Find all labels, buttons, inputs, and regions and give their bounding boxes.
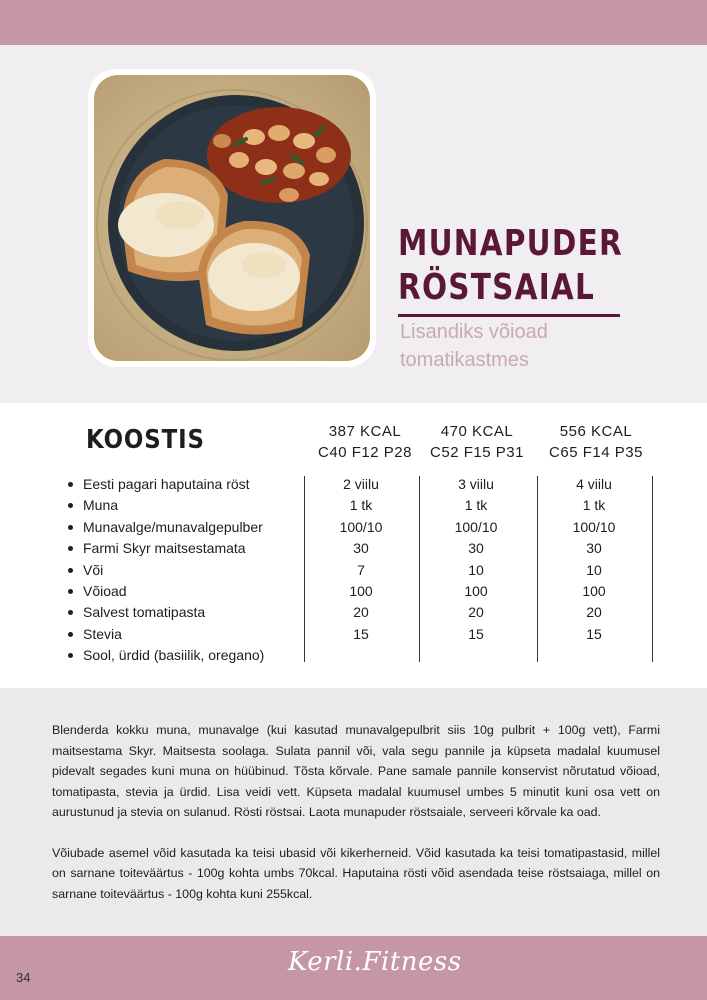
food-plate-illustration (94, 75, 370, 361)
column-header-3 (537, 421, 655, 463)
table-cell: 100/10 (454, 518, 498, 535)
ingredient-list (66, 474, 306, 667)
list-item: Või (66, 560, 306, 581)
table-cell: 100 (349, 582, 373, 599)
table-cell: 1 tk (349, 497, 373, 514)
beans (207, 107, 351, 203)
list-item: Eesti pagari haputaina röst (66, 474, 306, 495)
table-cell: 15 (353, 625, 369, 642)
amounts-column-3 (538, 474, 650, 667)
list-item: Sool, ürdid (basiilik, oregano) (66, 645, 306, 666)
toast-right (198, 221, 310, 335)
list-item: Võioad (66, 581, 306, 602)
recipe-photo (94, 75, 370, 361)
list-item: Salvest tomatipasta (66, 602, 306, 623)
table-cell: 2 viilu (343, 476, 379, 492)
recipe-title (398, 222, 623, 310)
table-cell: 20 (586, 604, 602, 621)
table-cell: 15 (586, 625, 602, 642)
recipe-title-line1: MUNAPUDER (398, 223, 623, 264)
title-underline (398, 314, 620, 317)
table-cell (305, 645, 417, 666)
table-cell: 1 tk (582, 497, 606, 514)
instructions-paragraph-2: Võiubade asemel võid kasutada ka teisi ubasid või kikerherneid. Võid kasutada ka teisi tomatipastasid, millel on sarnane toiteväärtus - 100g kohta umbs 70kcal. Haputaina rösti võid asendada teise röstsaiaga, millel on sarnane toiteväärtus - 100g kohta kuni 255kcal. (52, 845, 660, 901)
table-cell: 100 (582, 582, 606, 599)
table-cell: 20 (353, 604, 369, 621)
amounts-column-1 (305, 474, 417, 667)
table-cell (538, 645, 650, 666)
table-cell: 100/10 (339, 518, 383, 535)
table-cell: 100/10 (572, 518, 616, 535)
brand-logo: Kerli.Fitness (288, 947, 462, 977)
column-2-kcal: 470 KCAL (440, 423, 514, 440)
list-item: Farmi Skyr maitsestamata (66, 538, 306, 559)
ingredients-heading: KOOSTIS (86, 425, 205, 455)
table-cell: 30 (586, 540, 602, 557)
table-cell: 7 (357, 561, 365, 578)
table-cell: 15 (468, 625, 484, 642)
table-cell: 1 tk (464, 497, 488, 514)
instructions-paragraph-1: Blenderda kokku muna, munavalge (kui kasutad munavalgepulbrit siis 10g pulbrit + 100g vett), Farmi maitsestama Skyr. Maitsesta soolaga. Sulata pannil või, vala segu pannile ja küpseta madalal kuumusel pidevalt segades kuni muna on hüübinud. Tõsta kõrvale. Pane samale pannile konservist nõrutatud võioad, tomatipasta, stevia ja ürdid. Lisa veidi vett. Küpseta madalal kuumusel umbes 5 minutit kuni osa vett on aurustunud ja stevia on sulanud. Rösti röstsai. Laota munapuder röstsaiale, serveeri kõrvale ka oad. (52, 723, 660, 819)
recipe-photo-frame (88, 69, 376, 367)
table-cell (420, 645, 532, 666)
list-item: Munavalge/munavalgepulber (66, 517, 306, 538)
amounts-column-2 (420, 474, 532, 667)
column-divider (652, 476, 653, 662)
column-1-kcal: 387 KCAL (328, 423, 402, 440)
table-cell: 30 (353, 540, 369, 557)
recipe-subtitle (400, 318, 640, 374)
column-header-1 (306, 421, 424, 463)
page-number: 34 (16, 970, 31, 985)
recipe-subtitle-line2: tomatikastmes (400, 349, 529, 371)
list-item: Stevia (66, 624, 306, 645)
column-3-macros: C65 F14 P35 (549, 444, 643, 461)
top-accent-bar (0, 0, 707, 45)
recipe-subtitle-line1: Lisandiks võioad (400, 321, 548, 343)
column-1-macros: C40 F12 P28 (318, 444, 412, 461)
recipe-title-line2: RÖSTSAIAL (398, 267, 596, 308)
column-header-2 (418, 421, 536, 463)
table-cell: 100 (464, 582, 488, 599)
column-2-macros: C52 F15 P31 (430, 444, 524, 461)
list-item: Muna (66, 495, 306, 516)
table-cell: 10 (586, 561, 602, 578)
instructions (52, 720, 660, 904)
column-3-kcal: 556 KCAL (559, 423, 633, 440)
table-cell: 10 (468, 561, 484, 578)
table-cell: 3 viilu (458, 476, 494, 492)
table-cell: 20 (468, 604, 484, 621)
table-cell: 30 (468, 540, 484, 557)
table-cell: 4 viilu (576, 476, 612, 492)
